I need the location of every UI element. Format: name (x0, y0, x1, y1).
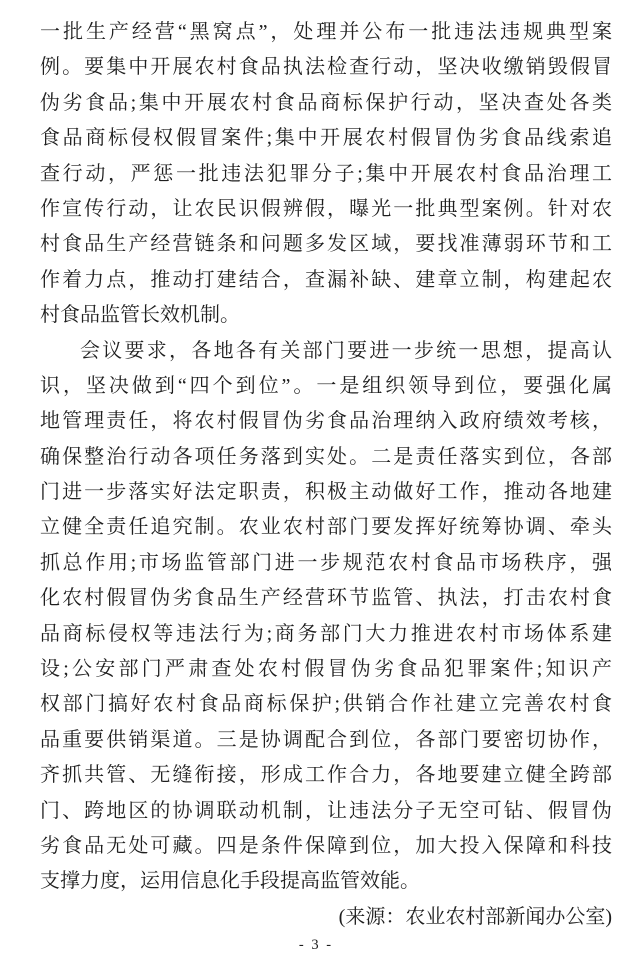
text-line: 伪劣食品;集中开展农村食品商标保护行动，坚决查处各类 (40, 91, 612, 114)
text-line: 门、跨地区的协调联动机制，让违法分子无空可钻、假冒伪 (40, 799, 612, 822)
text-line: 门进一步落实好法定职责，积极主动做好工作，推动各地建 (40, 481, 612, 504)
text-line: 村食品监管长效机制。 (40, 304, 240, 327)
text-line: 品商标侵权等违法行为;商务部门大力推进农村市场体系建 (40, 622, 612, 645)
text-line: 作宣传行动，让农民识假辨假，曝光一批典型案例。针对农 (40, 197, 612, 220)
text-line: 抓总作用;市场监管部门进一步规范农村食品市场秩序，强 (40, 551, 612, 574)
text-line: 设;公安部门严肃查处农村假冒伪劣食品犯罪案件;知识产 (40, 658, 612, 681)
text-line: 作着力点，推动打建结合，查漏补缺、建章立制，构建起农 (40, 268, 612, 291)
text-line: 确保整治行动各项任务落到实处。二是责任落实到位，各部 (40, 445, 612, 468)
document-body (40, 15, 612, 935)
text-line: 支撑力度，运用信息化手段提高监管效能。 (40, 870, 420, 893)
text-line: 识，坚决做到“四个到位”。一是组织领导到位，要强化属 (40, 374, 612, 397)
text-line: 立健全责任追究制。农业农村部门要发挥好统筹协调、牵头 (40, 516, 612, 539)
source-attribution: (来源：农业农村部新闻办公室) (338, 905, 612, 928)
text-line: 食品商标侵权假冒案件;集中开展农村假冒伪劣食品线索追 (40, 127, 612, 150)
text-line: 一批生产经营“黑窝点”，处理并公布一批违法违规典型案 (40, 21, 612, 43)
text-line: 劣食品无处可藏。四是条件保障到位，加大投入保障和科技 (40, 834, 612, 857)
text-line: 化农村假冒伪劣食品生产经营环节监管、执法，打击农村食 (40, 587, 612, 610)
text-line: 查行动，严惩一批违法犯罪分子;集中开展农村食品治理工 (40, 162, 612, 185)
text-line: 会议要求，各地各有关部门要进一步统一思想，提高认 (80, 339, 612, 362)
text-line: 例。要集中开展农村食品执法检查行动，坚决收缴销毁假冒 (40, 56, 612, 79)
text-line: 村食品生产经营链条和问题多发区域，要找准薄弱环节和工 (40, 233, 612, 256)
text-line: 权部门搞好农村食品商标保护;供销合作社建立完善农村食 (40, 693, 612, 716)
text-line: 品重要供销渠道。三是协调配合到位，各部门要密切协作， (40, 728, 612, 751)
text-line: 齐抓共管、无缝衔接，形成工作合力，各地要建立健全跨部 (40, 764, 612, 787)
page-number: - 3 - (298, 937, 334, 953)
text-line: 地管理责任，将农村假冒伪劣食品治理纳入政府绩效考核， (40, 410, 612, 433)
